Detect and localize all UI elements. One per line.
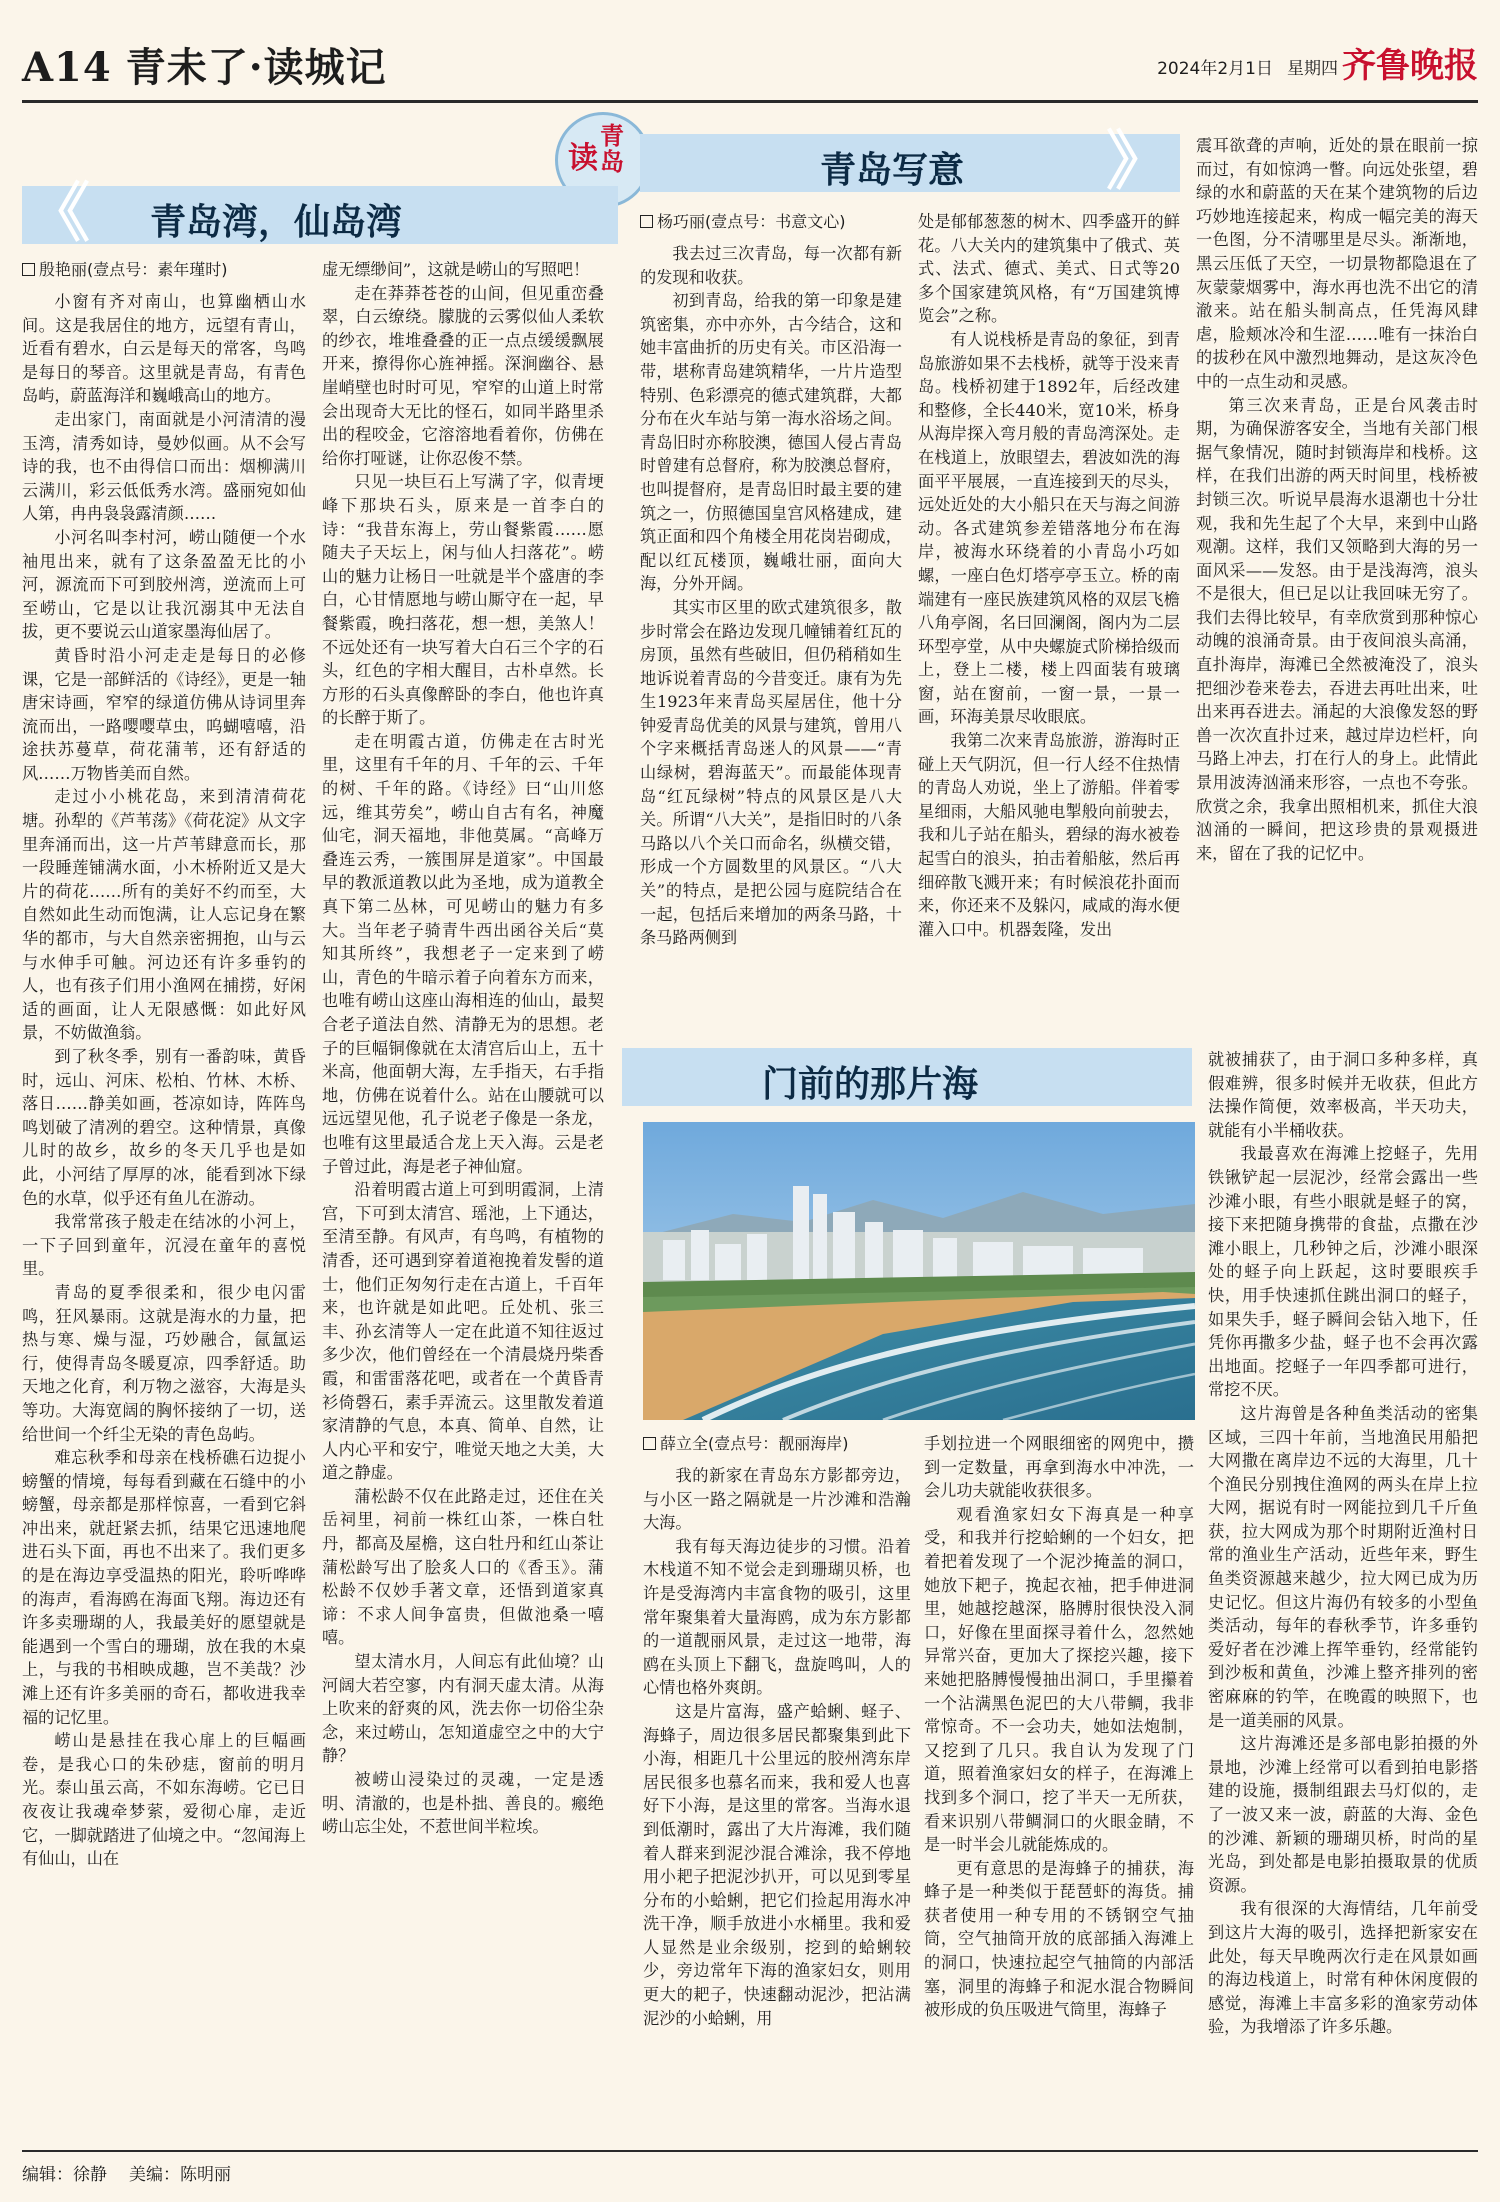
paragraph: 观看渔家妇女下海真是一种享受，和我并行挖蛤蜊的一个妇女，把着把着发现了一个泥沙掩盖的洞口，她放下耙子，挽起衣袖，把手伸进洞里，她越挖越深，胳膊肘很快没入洞口，好像在里面探寻着什么，忽然她异常兴奋，更加大了探挖兴趣，接下来她把胳膊慢慢抽出洞口，手里攥着一个沾满黑色泥巴的大八带鲷，我非常惊奇。不一会功夫，她如法炮制，又挖到了几只。我自认为发现了门道，照着渔家妇女的样子，在海滩上找到多个洞口，挖了半天一无所获，看来识别八带鲷洞口的火眼金睛，不是一时半会儿就能炼成的。 bbox=[924, 1504, 1194, 1855]
article2-title-banner bbox=[640, 125, 1180, 199]
paragraph: 走出家门，南面就是小河清清的漫玉湾，清秀如诗，曼妙似画。从不会写诗的我，也不由得信口而出：烟柳满川云满川，彩云低低秀水湾。盛丽宛如仙人第，冉冉袅袅露清颜…… bbox=[22, 409, 306, 524]
paragraph: 初到青岛，给我的第一印象是建筑密集，亦中亦外，古今结合，这和她丰富曲折的历史有关。市区沿海一带，堪称青岛建筑精华，一片片造型特别、色彩漂亮的德式建筑群，大都分布在火车站与第一海水浴场之间。青岛旧时亦称胶澳，德国人侵占青岛时曾建有总督府，称为胶澳总督府，也叫提督府，是青岛旧时最主要的建筑之一，仿照德国皇宫风格建成，建筑正面和四个角楼全用花岗岩砌成，配以红瓦楼顶，巍峨壮丽，面向大海，分外开阔。 bbox=[640, 291, 902, 594]
paragraph: 其实市区里的欧式建筑很多，散步时常会在路边发现几幢铺着红瓦的房顶，虽然有些破旧，但仍稍稍如生地诉说着青岛的今昔变迁。康有为先生1923年来青岛买屋居住，他十分钟爱青岛优美的风景与建筑，曾用八个字来概括青岛迷人的风景——“青山绿树，碧海蓝天”。而最能体现青岛“红瓦绿树”特点的风景区是八大关。所谓“八大关”，是指旧时的八条马路以八个关口而命名，纵横交错，形成一个方圆数里的风景区。“八大关”的特点，是把公园与庭院结合在一起，包括后来增加的两条马路，十条马路两侧到 bbox=[640, 597, 902, 948]
paragraph: 我去过三次青岛，每一次都有新的发现和收获。 bbox=[640, 244, 902, 287]
paragraph: 手划拉进一个网眼细密的网兜中，攒到一定数量，再拿到海水中冲洗，一会儿功夫就能收获很多。 bbox=[924, 1434, 1194, 1501]
paragraph: 我有很深的大海情结，几年前受到这片大海的吸引，选择把新家安在此处，每天早晚两次行走在风景如画的海边栈道上，时常有种休闲度假的感觉，海滩上丰富多彩的渔家劳动体验，为我增添了许多乐趣。 bbox=[1208, 1899, 1478, 2037]
photo-qingdao-coastline bbox=[643, 1122, 1195, 1420]
paragraph: 就被捕获了，由于洞口多种多样，真假难辨，很多时候并无收获，但此方法操作简便，效率极高，半天功夫，就能有小半桶收获。 bbox=[1208, 1050, 1478, 1140]
article1-title-banner bbox=[22, 177, 618, 251]
paragraph: 走过小小桃花岛，来到清清荷花塘。孙犁的《芦苇荡》《荷花淀》从文字里奔涌而出，这一片芦苇肆意而长，那一段睡莲铺满水面，小木桥附近又是大片的荷花……所有的美好不约而至，大自然如此生动而饱满，让人忘记身在繁华的都市，与大自然亲密拥抱，山与云与水伸手可触。河边还有许多垂钓的人，也有孩子们用小渔网在捕捞，好闲适的画面，让人无限感慨：如此好风景，不妨做渔翁。 bbox=[22, 787, 306, 1043]
article3-byline: 薛立全(壹点号：靓丽海岸) bbox=[643, 1432, 911, 1456]
article3-title: 门前的那片海 bbox=[762, 1063, 979, 1105]
badge-du: 读 bbox=[568, 141, 598, 176]
paragraph: 小窗有齐对南山，也算幽栖山水间。这是我居住的地方，远望有青山，近看有碧水，白云是每天的常客，鸟鸣是每日的琴音。这里就是青岛，有青色岛屿，蔚蓝海洋和巍峨高山的地方。 bbox=[22, 292, 306, 406]
byline-box-icon bbox=[643, 1437, 656, 1450]
article2-column-2 bbox=[918, 210, 1180, 1030]
paragraph: 更有意思的是海蜂子的捕获，海蜂子是一种类似于琵琶虾的海货。捕获者使用一种专用的不锈钢空气抽筒，空气抽筒开放的底部插入海滩上的洞口，快速拉起空气抽筒的内部活塞，洞里的海蜂子和泥水混合物瞬间被形成的负压吸进气筒里，海蜂子 bbox=[924, 1858, 1194, 2020]
section-title: 青未了·读城记 bbox=[125, 44, 387, 91]
paragraph: 这片海滩还是多部电影拍摄的外景地，沙滩上经常可以看到拍电影搭建的设施，摄制组跟去马灯似的，走了一波又来一波，蔚蓝的大海、金色的沙滩、新颖的珊瑚贝桥，时尚的星光岛，到处都是电影拍摄取景的优质资源。 bbox=[1208, 1734, 1478, 1895]
chevron-right-icon: 》 bbox=[1106, 125, 1170, 199]
paragraph: 走在明霞古道，仿佛走在古时光里，这里有千年的月、千年的云、千年的树、千年的路。《诗经》曰“山川悠远，维其劳矣”，崂山自古有名，神魔仙宅，洞天福地，非他莫属。“高峰万叠连云秀，一簇围屏是道家”。中国最早的教派道教以此为圣地，成为道教全真下第二丛林，可见崂山的魅力有多大。当年老子骑青牛西出函谷关后“莫知其所终”，我想老子一定来到了崂山，青色的牛暗示着子向着东方而来，也唯有崂山这座山海相连的仙山，最契合老子道法自然、清静无为的思想。老子的巨幅铜像就在太清宫后山上，五十米高，他面朝大海，左手指天，右手指地，仿佛在说着什么。站在山腰就可以远远望见他，孔子说老子像是一条龙，也唯有这里最适合龙上天入海。云是老子曾过此，海是老子神仙窟。 bbox=[322, 731, 604, 1176]
article1-column-2 bbox=[322, 258, 604, 2140]
paragraph: 蒲松龄不仅在此路走过，还住在关岳祠里，祠前一株红山茶，一株白牡丹，都高及屋檐，这白牡丹和红山茶让蒲松龄写出了脍炙人口的《香玉》。蒲松龄不仅妙手著文章，还悟到道家真谛：不求人间争富贵，但做池桑一嘻嘻。 bbox=[322, 1486, 604, 1648]
paragraph: 震耳欲聋的声响，近处的景在眼前一掠而过，有如惊鸿一瞥。向远处张望，碧绿的水和蔚蓝的天在某个建筑物的后边巧妙地连接起来，构成一幅完美的海天一色图，分不清哪里是尽头。渐渐地，黑云压低了天空，一切景物都隐退在了灰蒙蒙烟雾中，海水再也洗不出它的清澈来。站在船头制高点，任凭海风肆虐，脸颊冰冷和生涩……唯有一抹治白的拔秒在风中激烈地舞动，是这灰冷色中的一点生动和灵感。 bbox=[1196, 136, 1478, 391]
paragraph: 难忘秋季和母亲在栈桥礁石边捉小螃蟹的情境，每每看到藏在石缝中的小螃蟹，母亲都是那样惊喜，一看到它斜冲出来，就赶紧去抓，结果它迅速地爬进石头下面，再也不出来了。我们更多的是在海边享受温热的阳光，聆听哗哗的海声，看海鸥在海面飞翔。海边还有许多卖珊瑚的人，我最美好的愿望就是能遇到一个雪白的珊瑚，放在我的木桌上，与我的书相映成趣，岂不美哉？沙滩上还有许多美丽的奇石，都收进我幸福的记忆里。 bbox=[22, 1448, 306, 1727]
article3-column-1 bbox=[643, 1432, 911, 2140]
paragraph: 崂山是悬挂在我心扉上的巨幅画卷，是我心口的朱砂痣，窗前的明月光。泰山虽云高，不如东海崂。它已日夜夜让我魂牵梦萦，爱彻心扉，走近它，一脚就踏进了仙境之中。“忽闻海上有仙山，山在 bbox=[22, 1731, 306, 1869]
top-rule bbox=[22, 100, 1478, 103]
bottom-rule bbox=[22, 2150, 1478, 2152]
article1-byline: 殷艳丽(壹点号：素年瑾时) bbox=[22, 258, 306, 282]
paragraph: 处是郁郁葱葱的树木、四季盛开的鲜花。八大关内的建筑集中了俄式、英式、法式、德式、美式、日式等20多个国家建筑风格，有“万国建筑博览会”之称。 bbox=[918, 212, 1180, 326]
byline-box-icon bbox=[22, 263, 35, 276]
paragraph: 黄昏时沿小河走走是每日的必修课，它是一部鲜活的《诗经》，更是一轴唐宋诗画，窄窄的绿道仿佛从诗词里奔流而出，一路嘤嘤草虫，呜蝴嘻嘻，沿途扶苏蔓草，荷花蒲苇，还有舒适的风……万物皆美而自然。 bbox=[22, 645, 306, 783]
paragraph: 只见一块巨石上写满了字，似青埂峰下那块石头，原来是一首李白的诗：“我昔东海上，劳山餐紫霞……愿随夫子天坛上，闲与仙人扫落花”。崂山的魅力让杨日一吐就是半个盛唐的李白，心甘情愿地与崂山厮守在一起，早餐紫霞，晚扫落花，想一想，美煞人！不远处还有一块写着大白石三个字的石头，红色的字相大醒目，古朴卓然。长方形的石头真像醉卧的李白，他也许真的长醉于斯了。 bbox=[322, 472, 604, 728]
paragraph: 被崂山浸染过的灵魂，一定是透明、清澈的，也是朴拙、善良的。瘢绝崂山忘尘处，不惹世间半粒埃。 bbox=[322, 1770, 604, 1837]
article2-col1-body bbox=[640, 242, 902, 950]
paragraph: 我的新家在青岛东方影都旁边，与小区一路之隔就是一片沙滩和浩瀚大海。 bbox=[643, 1466, 911, 1533]
designer-credit: 美编：陈明丽 bbox=[129, 2165, 231, 2185]
article3-column-3 bbox=[1208, 1048, 1478, 2140]
article2-col2-body bbox=[918, 210, 1180, 941]
article2-title: 青岛写意 bbox=[820, 149, 965, 191]
paragraph: 走在莽莽苍苍的山间，但见重峦叠翠，白云缭绕。朦胧的云雾似仙人柔软的纱衣，堆堆叠叠的正一点点缓缓飘展开来，撩得你心旌神摇。深涧幽谷、悬崖峭壁也时时可见，窄窄的山道上时常会出现奇大无比的怪石，如同半路里杀出的程咬金，它溶溶地看着你，仿佛在给你打哑谜，让你忍俊不禁。 bbox=[322, 283, 604, 468]
paragraph: 我最喜欢在海滩上挖蛏子，先用铁锹铲起一层泥沙，经常会露出一些沙滩小眼，有些小眼就是蛏子的窝，接下来把随身携带的食盐，点撒在沙滩小眼上，几秒钟之后，沙滩小眼深处的蛏子向上跃起，这时要眼疾手快，用手快速抓住跳出洞口的蛏子，如果失手，蛏子瞬间会钻入地下，任凭你再撒多少盐，蛏子也不会再次露出地面。挖蛏子一年四季都可进行，常挖不厌。 bbox=[1208, 1144, 1478, 1400]
paragraph: 我有每天海边徒步的习惯。沿着木栈道不知不觉会走到珊瑚贝桥，也许是受海湾内丰富食物的吸引，这里常年聚集着大量海鸥，成为东方影都的一道靓丽风景，走过这一地带，海鸥在头顶上下翻飞，盘旋鸣叫，人的心情也格外爽朗。 bbox=[643, 1536, 911, 1698]
paragraph: 沿着明霞古道上可到明霞洞，上清宫，下可到太清宫、瑶池，上下通达，至清至静。有风声，有鸟鸣，有植物的清香，还可遇到穿着道袍挽着发髻的道士，他们正匆匆行走在古道上，千百年来，也许就是如此吧。丘处机、张三丰、孙玄清等人一定在此道不知往返过多少次，他们曾经在一个清晨烧丹柴香霞，和雷雷落花吧，或者在一个黄昏青衫倚磬石，素手弄流云。这里散发着道家清静的气息，本真、简单、自然，让人内心平和安宁，唯觉天地之大美，大道之静虚。 bbox=[322, 1180, 604, 1483]
article1-col2-body bbox=[322, 258, 604, 1839]
article3-col3-body bbox=[1208, 1048, 1478, 2039]
paragraph: 小河名叫李村河，崂山随便一个水袖甩出来，就有了这条盈盈无比的小河，源流而下可到胶州湾，逆流而上可至崂山，它是以让我沉溺其中无法自拔，更不要说云山道家墨海仙居了。 bbox=[22, 527, 306, 642]
article1-title: 青岛湾，仙岛湾 bbox=[150, 201, 403, 243]
article2-column-3 bbox=[1196, 134, 1478, 1030]
article2-byline: 杨巧丽(壹点号：书意文心) bbox=[640, 210, 902, 234]
paragraph: 到了秋冬季，别有一番韵味，黄昏时，远山、河床、松柏、竹林、木桥、落日……静美如画，苍凉如诗，阵阵鸟鸣划破了清冽的碧空。这种情景，真像儿时的故乡，故乡的冬天几乎也是如此，小河结了厚厚的冰，能看到冰下绿色的水草，似乎还有鱼儿在游动。 bbox=[22, 1047, 306, 1208]
issue-date: 2024年2月1日 bbox=[1157, 59, 1273, 79]
page-number: A14 bbox=[22, 44, 112, 91]
article1-col1-body bbox=[22, 290, 306, 1871]
article3-column-2 bbox=[924, 1432, 1194, 2140]
paragraph: 我常常孩子般走在结冰的小河上，一下子回到童年，沉浸在童年的喜悦里。 bbox=[22, 1212, 306, 1279]
article2-column-1 bbox=[640, 210, 902, 1030]
editor-credit: 编辑：徐静 bbox=[22, 2165, 107, 2185]
paragraph: 这是片富海，盛产蛤蜊、蛏子、海蜂子，周边很多居民都聚集到此下小海，相距几十公里远的胶州湾东岸居民很多也慕名而来，我和爱人也喜好下小海，是这里的常客。当海水退到低潮时，露出了大片海滩，我们随着人群来到泥沙混合滩涂，我不停地用小耙子把泥沙扒开，可以见到零星分布的小蛤蜊，把它们捡起用海水冲洗干净，顺手放进小水桶里。我和爱人显然是业余级别，挖到的蛤蜊较少，旁边常年下海的渔家妇女，则用更大的耙子，快速翻动泥沙，把沾满泥沙的小蛤蜊，用 bbox=[643, 1701, 911, 2028]
paragraph: 望太清水月，人间忘有此仙境？山河阔大若空寥，内有洞天虚太清。从海上吹来的舒爽的风，洗去你一切俗尘杂念，来过崂山，怎知道虚空之中的大宁静？ bbox=[322, 1652, 604, 1766]
issue-weekday: 星期四 bbox=[1287, 59, 1338, 79]
date-line bbox=[1143, 54, 1338, 79]
paragraph: 青岛的夏季很柔和，很少电闪雷鸣，狂风暴雨。这就是海水的力量，把热与寒、燥与湿，巧妙融合，氤氲运行，使得青岛冬暖夏凉，四季舒适。助天地之化育，利万物之滋容，大海是头等功。大海宽阔的胸怀接纳了一切，送给世间一个纤尘无染的青色岛屿。 bbox=[22, 1282, 306, 1444]
article3-col1-body bbox=[643, 1464, 911, 2030]
chevron-left-icon: 《 bbox=[26, 177, 90, 251]
paragraph: 我第二次来青岛旅游，游海时正碰上天气阴沉，但一行人经不住热情的青岛人劝说，坐上了游船。伴着零星细雨，大船风驰电掣般向前驶去，我和儿子站在船头，碧绿的海水被卷起雪白的浪头，拍击着船舷，然后再细碎散飞溅开来；有时候浪花扑面而来，你还来不及躲闪，咸咸的海水便灌入口中。机器轰隆，发出 bbox=[918, 731, 1180, 939]
article2-col3-body bbox=[1196, 134, 1478, 865]
newspaper-logo: 齐鲁晚报 bbox=[1342, 46, 1478, 86]
masthead bbox=[22, 28, 1478, 98]
article3-col2-body bbox=[924, 1432, 1194, 2022]
paragraph: 有人说栈桥是青岛的象征，到青岛旅游如果不去栈桥，就等于没来青岛。栈桥初建于1892年，后经改建和整修，全长440米，宽10米，桥身从海岸探入弯月般的青岛湾深处。走在栈道上，放眼望去，碧波如洗的海面平平展展，一直连接到天的尽头，远处近处的大小船只在天与海之间游动。各式建筑参差错落地分布在海岸，被海水环绕着的小青岛小巧如螺，一座白色灯塔亭亭玉立。桥的南端建有一座民族建筑风格的双层飞檐八角亭阁，名曰回澜阁，阁内为二层环型亭堂，从中央螺旋式阶梯拾级而上，登上二楼，楼上四面装有玻璃窗，站在窗前，一窗一景，一景一画，环海美景尽收眼底。 bbox=[918, 329, 1180, 727]
byline-box-icon bbox=[640, 215, 653, 228]
footer-credits bbox=[22, 2160, 253, 2185]
paragraph: 虚无缥缈间”，这就是崂山的写照吧！ bbox=[322, 260, 590, 279]
paragraph: 这片海曾是各种鱼类活动的密集区域，三四十年前，当地渔民用船把大网撒在离岸边不远的大海里，几十个渔民分别拽住渔网的两头在岸上拉大网，据说有时一网能拉到几千斤鱼获，拉大网成为那个时期附近渔村日常的渔业生产活动，近些年来，野生鱼类资源越来越少，拉大网已成为历史记忆。但这片海仍有较多的小型鱼类活动，每年的春秋季节，许多垂钓爱好者在沙滩上挥竿垂钓，经常能钓到沙板和黄鱼，沙滩上整齐排列的密密麻麻的钓竿，在晚霞的映照下，也是一道美丽的风景。 bbox=[1208, 1403, 1478, 1730]
article1-column-1 bbox=[22, 258, 306, 2140]
article3-title-banner bbox=[622, 1048, 1192, 1106]
badge-qingdao: 青岛 bbox=[600, 121, 624, 176]
page-header bbox=[22, 36, 387, 93]
paragraph: 第三次来青岛，正是台风袭击时期，为确保游客安全，当地有关部门根据气象情况，随时封锁海岸和栈桥。这样，在我们出游的两天时间里，栈桥被封锁三次。听说早晨海水退潮也十分壮观，我和先生起了个大早，来到中山路观潮。这样，我们又领略到大海的另一面风采——发怒。由于是浅海湾，浪头不是很大，但已足以让我回味无穷了。我们去得比较早，有幸欣赏到那种惊心动魄的浪涌奇景。由于夜间浪头高涌，直扑海岸，海滩已全然被淹没了，浪头把细沙卷来卷去，吞进去再吐出来，吐出来再吞进去。涌起的大浪像发怒的野兽一次次直扑过来，越过岸边栏杆，向马路上冲去，打在行人的身上。此情此景用波涛汹涌来形容，一点也不夸张。欣赏之余，我拿出照相机来，抓住大浪汹涌的一瞬间，把这珍贵的景观摄进来，留在了我的记忆中。 bbox=[1196, 395, 1478, 863]
